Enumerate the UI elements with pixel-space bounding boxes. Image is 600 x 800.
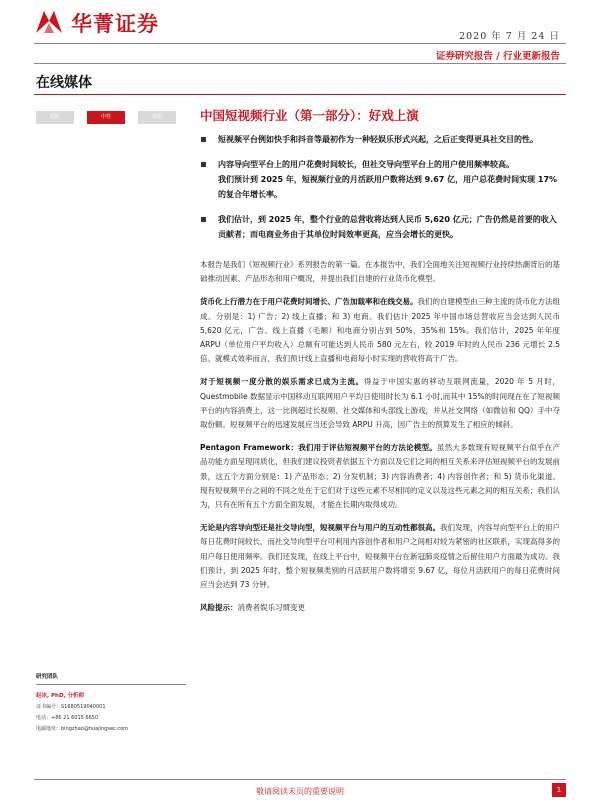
header-divider-2: [34, 63, 566, 64]
rating-neutral: 中性: [87, 111, 125, 124]
analyst-info: [36, 672, 186, 735]
analyst-cert: 证书编号：S1680519040001: [36, 704, 106, 710]
analyst-header: 研究团队: [36, 674, 59, 680]
analyst-email[interactable]: 电邮地址：bingzhao@huajingsec.com: [36, 726, 129, 732]
paragraph-text: 本报告是我们《短视频行业》系列报告的第一篇。在本报告中，我们全面地关注短视频行业持续热潮背后的基础推动因素、产品形态和用户概况，并提出我们自建的行业货币化模型。: [200, 260, 560, 284]
risk-text: 消费者娱乐习惯变更: [237, 603, 305, 613]
paragraph-lead: 对于短视频一度分散的娱乐需求已成为主流。: [200, 377, 364, 387]
sector-divider: [34, 94, 566, 95]
paragraph-text: 虽然大多数现有短视频平台似乎在产品功能方面呈现同质化，但我们建议投资者依据五个方面以及它们之间的相互关系来评估短视频平台的发展前景，这五个方面分别是：1) 产品形态；2) 分发机制；3) 内容消费者；4) 内容创作者；和 5) 货币化渠道。现有短视频平台之间的不同之处在于它们对于这些元素不尽相同的定义以及这些元素之间的相互关系；我们认为，只有在所有五个方面全面发展，才能在长期内取得成功。: [200, 443, 560, 510]
risk-lead: 风险提示：: [200, 603, 238, 613]
rating-underweight: 低配: [138, 111, 176, 124]
report-date: 2020 年 7 月 24 日: [459, 31, 560, 42]
footer-divider: [34, 779, 566, 780]
risk-warning: [200, 601, 560, 615]
paragraph: [200, 521, 560, 592]
header-divider: [34, 43, 566, 44]
paragraph-text: 得益于中国实惠的移动互联网流量，2020 年 5 月时，Questmobile 数据显示中国移动互联网用户平均日使用时长为 6.1 小时,而其中 15%的时间现在在了短视频平台的内容消费上，这一比例超过长视频、社交媒体和头部线上游戏，并从社交网络（如微信和 QQ）手中夺取份额。短视频平台的迅速发展应当还会导致 ARPU 升高，因广告主的预算发生了相应的倾斜。: [200, 377, 561, 430]
paragraph-lead: Pentagon Framework：我们用于评估短视频平台的方法论模型。: [200, 443, 437, 453]
paragraph: [200, 295, 560, 366]
key-point-text: 我们估计，到 2025 年，整个行业的总营收将达到人民币 5,620 亿元；广告仍然是首要的收入贡献者；而电商业务由于其单位时间效率更高，应当会增长的更快。: [218, 215, 557, 239]
key-point-text: 短视频平台例如快手和抖音等最初作为一种轻娱乐形式兴起，之后正变得更具社交目的性。: [218, 135, 538, 144]
company-logo: [34, 6, 174, 38]
report-type: 证券研究报告 / 行业更新报告: [435, 51, 560, 62]
key-point: [200, 157, 560, 202]
sector-title: 在线媒体: [36, 75, 92, 91]
logo-mark-icon: [34, 7, 64, 35]
rating-overweight: 超配: [36, 111, 74, 124]
key-points: [200, 132, 560, 252]
key-point: [200, 132, 560, 147]
analyst-name: 赵冰, PhD, 分析师: [36, 693, 85, 699]
key-point-text: 内容导向型平台上的用户花费时间较长，但社交导向型平台上的用户使用频率较高。: [218, 160, 514, 169]
paragraph-lead: 无论是内容导向型还是社交导向型，短视频平台与用户的互动性都很高。: [200, 523, 440, 533]
paragraph-text: 我们的自建模型由三种主流的货币化方法组成。分别是：1) 广告；2) 线上直播；和 3) 电商。我们估计 2025 年中国市场总营收应当会达到人民币 5,620 亿元，广告、线上直播（毛额）和电商分别占到 50%、35%和 15%。我们估计，2025 年年度 ARPU（单位用户平均收入）总额有可能达到人民币 580 元左右，较 2019 年时的人民币 236 元增长 2.5 倍。就模式效率而言，我们预计线上直播和电商每小时实现的营收将高于广告。: [200, 297, 560, 364]
page-number: 1: [552, 783, 566, 797]
analyst-phone: 电话：+86 21 6015 6650: [36, 715, 99, 721]
paragraph-text: 我们发现，内容导向型平台上的用户每日花费时间较长，而社交导向型平台可利用内容创作者和用户之间相对较为紧密的社区联系，实现高得多的用户每日使用频率。我们还发现，在线上平台中，短视频平台在新冠肺炎疫情之后留住用户方面最为成功。我们预计，到 2025 年时，整个短视频类别的月活跃用户数将增至 9.67 亿，每位月活跃用户的每日花费时间应当会达到 73 分钟。: [200, 523, 560, 590]
paragraph-lead: 货币化上行潜力在于用户花费时间增长、广告加载率和在线交易。: [200, 297, 418, 307]
report-body: [200, 258, 560, 624]
paragraph: [200, 258, 560, 286]
paragraph: [200, 441, 560, 512]
rating-scale: [36, 111, 189, 124]
logo-text: 华菁证券: [71, 12, 159, 36]
report-title: 中国短视频行业（第一部分）：好戏上演: [200, 108, 419, 123]
key-point: [200, 212, 560, 242]
key-point-text: 我们预计到 2025 年，短视频行业的月活跃用户数将达到 9.67 亿，用户总花费时间实现 17%的复合年增长率。: [218, 175, 558, 199]
footer-disclaimer: 敬请阅读末页的重要说明: [256, 787, 344, 796]
paragraph: [200, 375, 560, 432]
analyst-divider: [36, 684, 186, 685]
